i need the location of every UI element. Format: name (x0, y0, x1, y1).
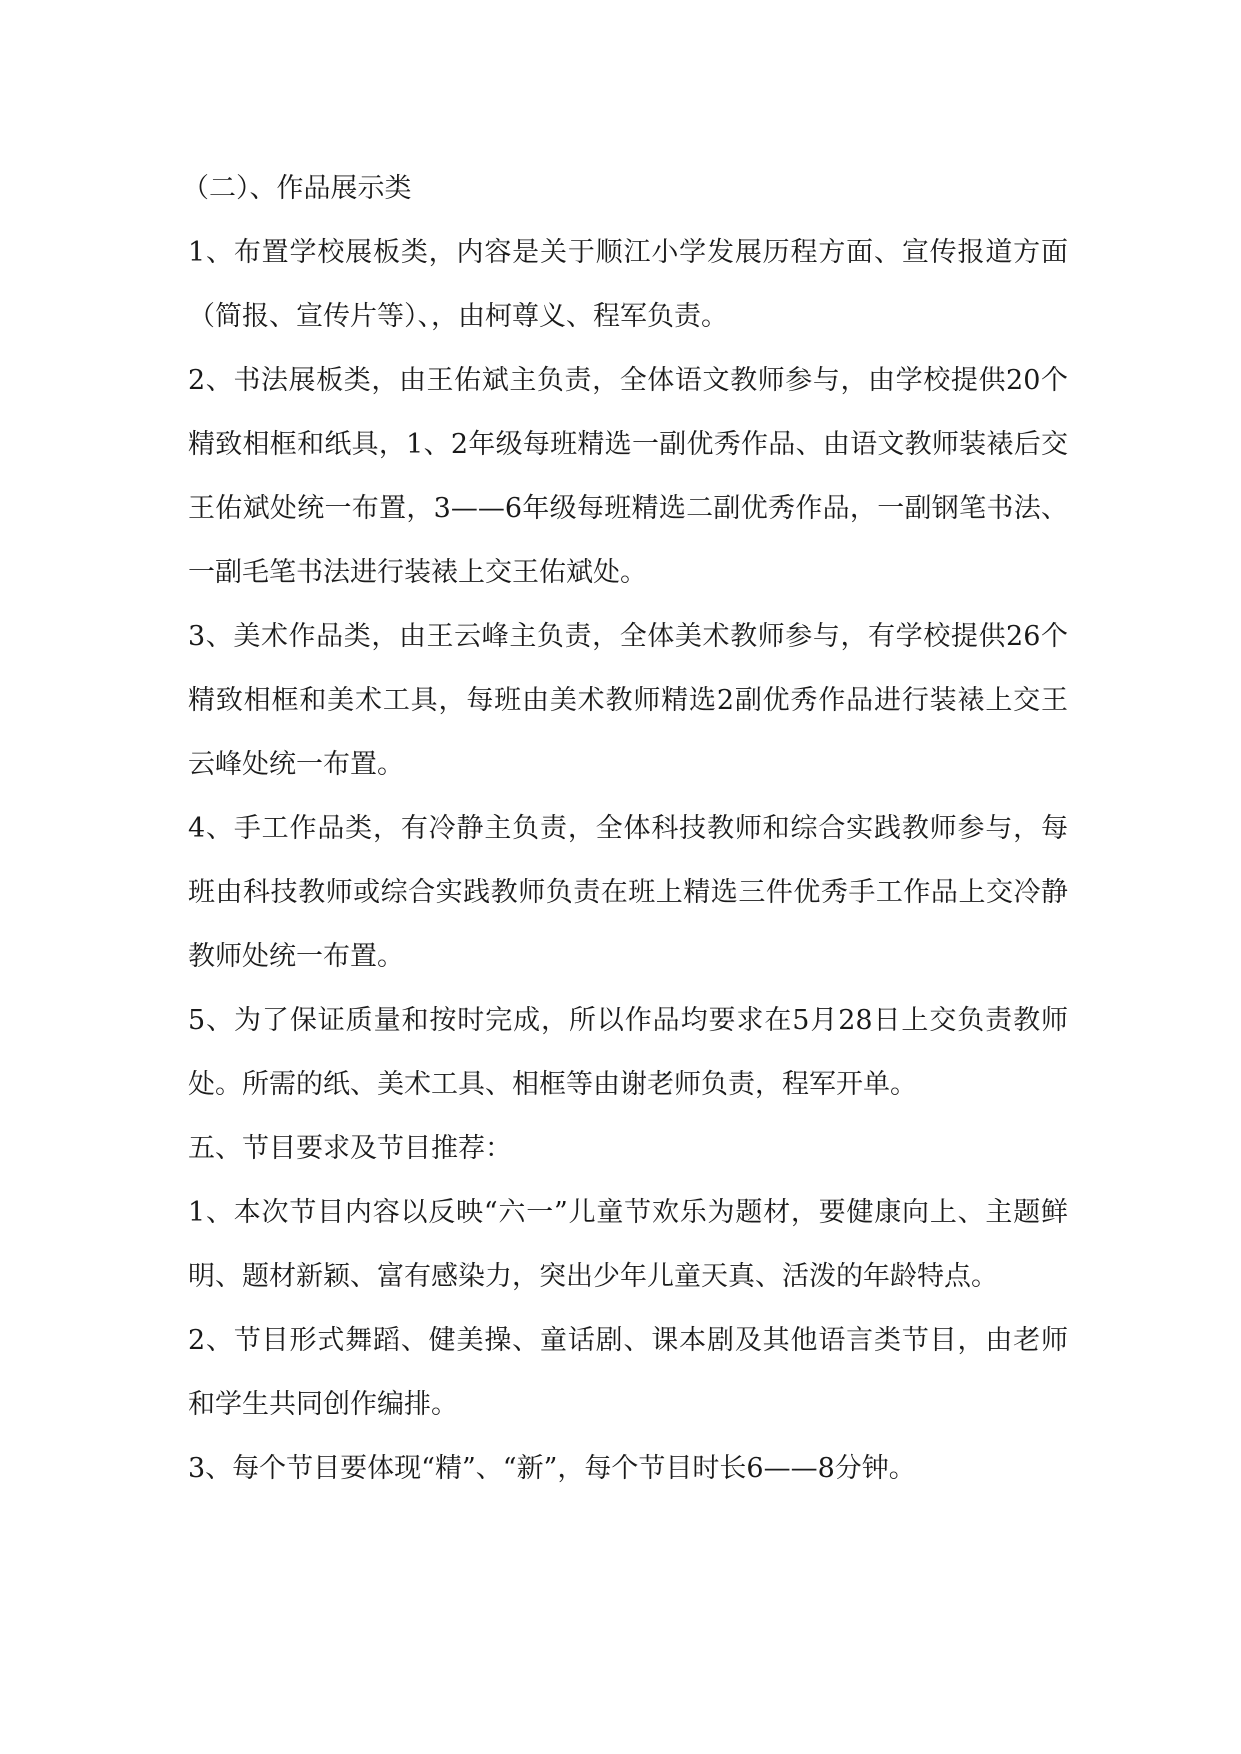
paragraph-item-2-calligraphy: 2、书法展板类，由王佑斌主负责，全体语文教师参与，由学校提供20个精致相框和纸具，1、2年级每班精选一副优秀作品、由语文教师装裱后交王佑斌处统一布置，3——6年级每班精选二副优秀作品，一副钢笔书法、一副毛笔书法进行装裱上交王佑斌处。 (188, 365, 1068, 588)
section-heading-works-display: （二）、作品展示类 (182, 173, 412, 204)
section-heading-program-requirements: 五、节目要求及节目推荐： (188, 1133, 512, 1164)
document-body (182, 157, 1068, 1501)
paragraph-program-3-duration: 3、每个节目要体现“精”、“新”，每个节目时长6——8分钟。 (188, 1453, 916, 1484)
paragraph-program-2-format: 2、节目形式舞蹈、健美操、童话剧、课本剧及其他语言类节目，由老师和学生共同创作编排。 (188, 1325, 1068, 1420)
paragraph-item-3-art-works: 3、美术作品类，由王云峰主负责，全体美术教师参与，有学校提供26个精致相框和美术工具，每班由美术教师精选2副优秀作品进行装裱上交王云峰处统一布置。 (188, 621, 1068, 780)
paragraph-item-4-handicraft: 4、手工作品类，有冷静主负责，全体科技教师和综合实践教师参与，每班由科技教师或综合实践教师负责在班上精选三件优秀手工作品上交冷静教师处统一布置。 (188, 813, 1068, 972)
paragraph-item-1-display-boards: 1、布置学校展板类，内容是关于顺江小学发展历程方面、宣传报道方面（简报、宣传片等）、，由柯尊义、程军负责。 (188, 237, 1068, 332)
paragraph-program-1-theme: 1、本次节目内容以反映“六一”儿童节欢乐为题材，要健康向上、主题鲜明、题材新颖、富有感染力，突出少年儿童天真、活泼的年龄特点。 (188, 1197, 1068, 1292)
paragraph-item-5-deadline: 5、为了保证质量和按时完成，所以作品均要求在5月28日上交负责教师处。所需的纸、美术工具、相框等由谢老师负责，程军开单。 (188, 1005, 1068, 1100)
